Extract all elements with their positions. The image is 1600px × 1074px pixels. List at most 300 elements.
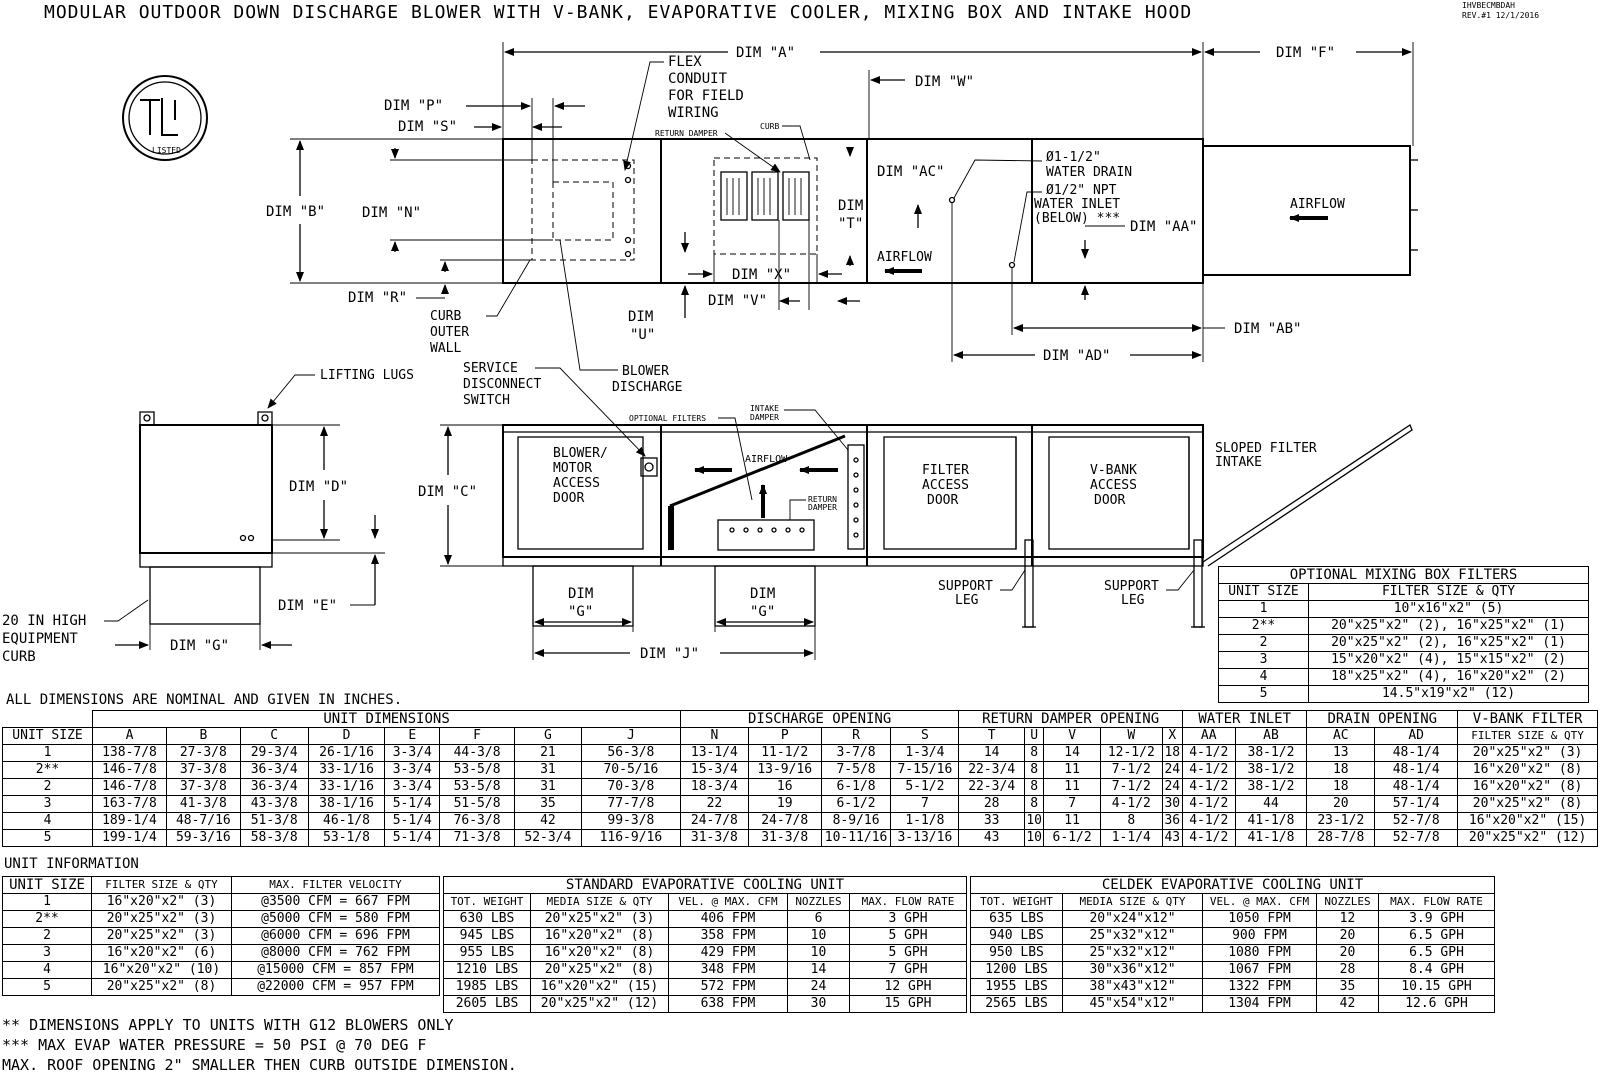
cell: 406 FPM (669, 911, 788, 928)
optional-filters-label: OPTIONAL FILTERS (629, 414, 707, 423)
column-header: AD (1375, 728, 1458, 745)
cell: 12-1/2 (1100, 745, 1162, 762)
table-row (971, 911, 1495, 928)
drain-label-1: Ø1-1/2" (1046, 150, 1101, 165)
cell: 3 (1219, 652, 1309, 669)
cell: 52-7/8 (1375, 830, 1458, 847)
column-header: V (1044, 728, 1101, 745)
cell: 10 (1026, 813, 1043, 828)
group-vbank-filter: V-BANK FILTER (1458, 711, 1598, 728)
curb-20-2: EQUIPMENT (2, 631, 78, 647)
cell: 5-1/4 (385, 813, 440, 830)
cell: 20 (1307, 796, 1375, 813)
table-row (1219, 635, 1589, 652)
dim-r-label: DIM "R" (348, 290, 408, 306)
cell: 33 (959, 813, 1025, 830)
curb-outer-3: WALL (430, 341, 462, 356)
cell: 6-1/2 (821, 796, 891, 813)
blower-discharge-1: BLOWER (622, 364, 669, 379)
cell: 2** (1219, 618, 1309, 635)
cell: 15 GPH (850, 996, 967, 1013)
mixing-box-title: OPTIONAL MIXING BOX FILTERS (1219, 567, 1589, 584)
cell: 8 (1100, 813, 1162, 830)
cell: 572 FPM (669, 979, 788, 996)
cell: 1 (3, 894, 92, 911)
table-row (3, 830, 1598, 847)
cell: 8 (1025, 779, 1044, 796)
cell: 16"x20"x2" (8) (531, 945, 669, 962)
cell: 38-1/2 (1235, 762, 1307, 779)
column-header: FILTER SIZE & QTY (1458, 728, 1598, 745)
column-header: MEDIA SIZE & QTY (1063, 894, 1203, 911)
cell: 3 (3, 796, 93, 813)
dim-x-label: DIM "X" (732, 267, 792, 283)
cell: 138-7/8 (93, 745, 167, 762)
cell: 638 FPM (669, 996, 788, 1013)
cell: 6.5 GPH (1379, 928, 1495, 945)
filter-door-3: DOOR (927, 493, 959, 508)
cell: 2 (3, 928, 92, 945)
cell: 43-3/8 (240, 796, 308, 813)
column-header: C (240, 728, 308, 745)
cell: 20"x25"x2" (2), 16"x25"x2" (1) (1309, 618, 1589, 635)
cell: 20"x25"x2" (3) (531, 911, 669, 928)
table-row (3, 911, 440, 928)
cell: 4-1/2 (1182, 830, 1235, 847)
table-row (3, 962, 440, 979)
support-leg-2-b: LEG (1121, 593, 1145, 608)
dim-g1-label-2: "G" (568, 604, 594, 620)
cell: 1-1/4 (1100, 830, 1162, 847)
cell: 42 (515, 813, 582, 830)
dim-s-label: DIM "S" (398, 119, 458, 135)
cell: 1080 FPM (1203, 945, 1317, 962)
inlet-label-2: WATER INLET (1034, 197, 1121, 212)
intake-damper-label-1: INTAKE (750, 404, 779, 413)
curb-callout: CURB (760, 122, 780, 131)
cell: 3-3/4 (385, 762, 440, 779)
column-header: P (748, 728, 821, 745)
table-row (3, 813, 1598, 830)
cell: 16 (748, 779, 821, 796)
table-row (3, 979, 440, 996)
service-disconnect-1: SERVICE (463, 361, 518, 376)
cell: 18"x25"x2" (4), 16"x20"x2" (2) (1309, 669, 1589, 686)
cell: 27-3/8 (166, 745, 240, 762)
blower-door-4: DOOR (553, 491, 585, 506)
cell: 77-7/8 (581, 796, 680, 813)
cell: 7 GPH (850, 962, 967, 979)
table-row (1219, 618, 1589, 635)
cell: 8-9/16 (821, 813, 891, 830)
cell: 8.4 GPH (1379, 962, 1495, 979)
return-damper-front-1: RETURN (808, 495, 837, 504)
service-disconnect-2: DISCONNECT (463, 377, 542, 392)
table-row (971, 962, 1495, 979)
cell: @3500 CFM = 667 FPM (232, 894, 440, 911)
cell: 51-3/8 (240, 813, 308, 830)
cell: 2 (1219, 635, 1309, 652)
unit-info-title: UNIT INFORMATION (4, 856, 139, 872)
blower-discharge-2: DISCHARGE (612, 380, 683, 395)
cell: 10 (788, 945, 850, 962)
cell: 29-3/4 (240, 745, 308, 762)
dim-j-label: DIM "J" (640, 646, 700, 662)
column-header: NOZZLES (1317, 894, 1379, 911)
cell: 16"x20"x2" (15) (1458, 813, 1598, 830)
cell: 23-1/2 (1307, 813, 1375, 830)
cell: 12.6 GPH (1379, 996, 1495, 1013)
table-row (1219, 652, 1589, 669)
doc-id: IHVBECMBDAH (1462, 1, 1515, 10)
cell: 31-3/8 (681, 830, 749, 847)
flex-conduit-4: WIRING (668, 105, 719, 121)
dim-g1-label-1: DIM (568, 586, 594, 602)
cell: @15000 CFM = 857 FPM (232, 962, 440, 979)
cell: 10.15 GPH (1379, 979, 1495, 996)
cell: 36 (1162, 813, 1182, 830)
cell: 199-1/4 (93, 830, 167, 847)
dim-g2-label-2: "G" (750, 604, 776, 620)
cell: 1 (1219, 601, 1309, 618)
cell: 21 (515, 745, 582, 762)
cell: 41-1/8 (1235, 830, 1307, 847)
cell: 10 (1026, 830, 1043, 845)
cell: 1-3/4 (891, 745, 959, 762)
cell: 4-1/2 (1182, 779, 1235, 796)
cell: 99-3/8 (581, 813, 680, 830)
cell: 5 (3, 830, 93, 847)
cell: 16"x20"x2" (10) (92, 962, 232, 979)
cell: 46-1/8 (308, 813, 385, 830)
column-header: R (821, 728, 891, 745)
dim-c-label: DIM "C" (418, 484, 478, 500)
curb-outer-1: CURB (430, 309, 462, 324)
group-return-damper: RETURN DAMPER OPENING (959, 711, 1183, 728)
table-row (3, 894, 440, 911)
cell: @6000 CFM = 696 FPM (232, 928, 440, 945)
cell: 13-1/4 (681, 745, 749, 762)
cell: 6 (788, 911, 850, 928)
cell: 146-7/8 (93, 779, 167, 796)
cell: 41-3/8 (166, 796, 240, 813)
column-header: G (515, 728, 582, 745)
footnote-2: *** MAX EVAP WATER PRESSURE = 50 PSI @ 70 DEG F (2, 1036, 427, 1054)
cell: 3-7/8 (821, 745, 891, 762)
column-header: VEL. @ MAX. CFM (1203, 894, 1317, 911)
dim-v-label: DIM "V" (708, 293, 768, 309)
intake-damper-label-2: DAMPER (750, 413, 779, 422)
cell: 116-9/16 (581, 830, 680, 847)
cell: 51-5/8 (440, 796, 515, 813)
vbank-door-3: DOOR (1094, 493, 1126, 508)
cell: 28-7/8 (1307, 830, 1375, 847)
table-row (971, 928, 1495, 945)
cell: 52-3/4 (515, 830, 582, 847)
curb-20-1: 20 IN HIGH (2, 613, 87, 629)
cell: 31 (515, 779, 582, 796)
cell: 7 (1044, 796, 1101, 813)
table-row (3, 762, 1598, 779)
cell: 4-1/2 (1100, 796, 1162, 813)
cell: 6-1/8 (821, 779, 891, 796)
unit-info-filter-hdr: FILTER SIZE & QTY (92, 877, 232, 894)
cell: 28 (1317, 962, 1379, 979)
cell: 7-15/16 (891, 762, 959, 779)
cell: 635 LBS (971, 911, 1063, 928)
curb-outer-2: OUTER (430, 325, 470, 340)
cell: 14 (788, 962, 850, 979)
blower-door-2: MOTOR (553, 461, 593, 476)
cell: 26-1/16 (308, 745, 385, 762)
cell: 20"x25"x2" (3) (92, 928, 232, 945)
cell: 1067 FPM (1203, 962, 1317, 979)
dim-g-label: DIM "G" (170, 638, 230, 654)
support-leg-1-b: LEG (955, 593, 979, 608)
cell: 76-3/8 (440, 813, 515, 830)
cell: 20"x25"x2" (8) (531, 962, 669, 979)
cell: 24 (788, 979, 850, 996)
dim-w-label: DIM "W" (915, 74, 975, 90)
column-header: S (891, 728, 959, 745)
cell: 1-1/8 (891, 813, 959, 830)
table-row (3, 796, 1598, 813)
vbank-door-1: V-BANK (1090, 463, 1137, 478)
cell: 22-3/4 (959, 779, 1025, 796)
cell: 35 (1317, 979, 1379, 996)
cell: 33-1/16 (308, 762, 385, 779)
column-header: AC (1307, 728, 1375, 745)
cell: 189-1/4 (93, 813, 167, 830)
cell: 7-5/8 (821, 762, 891, 779)
cell: 22-3/4 (959, 762, 1025, 779)
mixing-box-table (1218, 566, 1589, 703)
cell: 3-3/4 (385, 779, 440, 796)
cell: 900 FPM (1203, 928, 1317, 945)
cell: 6.5 GPH (1379, 945, 1495, 962)
cell: 48-1/4 (1375, 745, 1458, 762)
support-leg-1-a: SUPPORT (938, 579, 993, 594)
cell: 1210 LBS (444, 962, 531, 979)
unit-info-table (2, 876, 440, 996)
flex-conduit-1: FLEX (668, 54, 702, 70)
cell: 5-1/2 (891, 779, 959, 796)
unit-size-header: UNIT SIZE (3, 728, 93, 745)
cell: 945 LBS (444, 928, 531, 945)
cell: 2605 LBS (444, 996, 531, 1013)
cell: 30 (1162, 796, 1182, 813)
cell: 3 GPH (850, 911, 967, 928)
mixing-box-header-unit: UNIT SIZE (1219, 584, 1309, 601)
cell: 19 (748, 796, 821, 813)
cell: 30 (788, 996, 850, 1013)
cell: 1200 LBS (971, 962, 1063, 979)
cell: 44 (1235, 796, 1307, 813)
cell: 16"x20"x2" (3) (92, 894, 232, 911)
table-row (3, 945, 440, 962)
cell: 24-7/8 (681, 813, 749, 830)
cell: 940 LBS (971, 928, 1063, 945)
column-header: D (308, 728, 385, 745)
cell: 25"x32"x12" (1063, 928, 1203, 945)
cell: 1 (3, 745, 93, 762)
cell: 13-9/16 (748, 762, 821, 779)
table-row (3, 779, 1598, 796)
cell: 37-3/8 (166, 779, 240, 796)
celdek-evap-table (970, 876, 1495, 1013)
plan-view (503, 139, 1418, 283)
cell: 358 FPM (669, 928, 788, 945)
cell: 16"x20"x2" (15) (531, 979, 669, 996)
cell: 44-3/8 (440, 745, 515, 762)
cell: 36-3/4 (240, 762, 308, 779)
cell: 15-3/4 (681, 762, 749, 779)
cell: 5-1/4 (385, 796, 440, 813)
table-row (3, 928, 440, 945)
standard-evap-table (443, 876, 967, 1013)
cell: 53-1/8 (308, 830, 385, 847)
cell: 53-5/8 (440, 762, 515, 779)
cell: 42 (1317, 996, 1379, 1013)
cell: 35 (515, 796, 582, 813)
cell: 4-1/2 (1182, 813, 1235, 830)
cell: 16"x20"x2" (8) (1458, 779, 1598, 796)
cell: 8 (1025, 796, 1044, 813)
cell: 7 (891, 796, 959, 813)
service-disconnect-3: SWITCH (463, 393, 510, 408)
cell: 24 (1162, 762, 1182, 779)
dim-d-label: DIM "D" (289, 479, 349, 495)
cell: 4 (3, 813, 93, 830)
cell: 56-3/8 (581, 745, 680, 762)
cell: 12 GPH (850, 979, 967, 996)
etl-listed-logo (123, 76, 207, 160)
cell: 20"x25"x2" (3) (1458, 745, 1598, 762)
return-damper-callout: RETURN DAMPER (655, 129, 718, 138)
cell: 31 (515, 762, 582, 779)
cell: 2 (3, 779, 93, 796)
cell: 53-5/8 (440, 779, 515, 796)
cell: 163-7/8 (93, 796, 167, 813)
cell: 1050 FPM (1203, 911, 1317, 928)
cell: 31-3/8 (748, 830, 821, 847)
cell: 2** (3, 911, 92, 928)
cell: 20"x25"x2" (8) (1458, 796, 1598, 813)
curb-20-3: CURB (2, 649, 36, 665)
dimensions-note: ALL DIMENSIONS ARE NOMINAL AND GIVEN IN INCHES. (6, 692, 403, 708)
column-header: X (1162, 728, 1182, 745)
cell: 6-1/2 (1044, 830, 1101, 847)
cell: 18-3/4 (681, 779, 749, 796)
cell: 38-1/2 (1235, 779, 1307, 796)
dimension-table (2, 710, 1598, 847)
column-header: MEDIA SIZE & QTY (531, 894, 669, 911)
plan-callouts (430, 54, 1345, 395)
cell: 38-1/16 (308, 796, 385, 813)
cell: 3-13/16 (891, 830, 959, 847)
cell: 3.9 GPH (1379, 911, 1495, 928)
revision: REV.#1 12/1/2016 (1462, 11, 1540, 20)
column-header: F (440, 728, 515, 745)
dim-t-label-1: DIM (838, 198, 864, 214)
table-row (1219, 686, 1589, 703)
cell: 4-1/2 (1182, 796, 1235, 813)
cell: 5-1/4 (385, 830, 440, 847)
dim-ad-label: DIM "AD" (1043, 348, 1111, 364)
column-header: U (1025, 728, 1044, 745)
cell: 59-3/16 (166, 830, 240, 847)
cell: 5 (1219, 686, 1309, 703)
cell: 20"x25"x2" (12) (1458, 830, 1598, 847)
cell: 38-1/2 (1235, 745, 1307, 762)
table-row (971, 945, 1495, 962)
cell: 2** (3, 762, 93, 779)
column-header: A (93, 728, 167, 745)
cell: 3 (3, 945, 92, 962)
cell: 14 (1044, 745, 1101, 762)
cell: 22 (681, 796, 749, 813)
support-leg-2-a: SUPPORT (1104, 579, 1159, 594)
cell: 11-1/2 (748, 745, 821, 762)
lifting-lugs-label: LIFTING LUGS (320, 368, 414, 383)
cell: 10-11/16 (821, 830, 891, 847)
cell: 37-3/8 (166, 762, 240, 779)
column-header: B (166, 728, 240, 745)
table-row (444, 945, 967, 962)
cell: 20"x25"x2" (3) (92, 911, 232, 928)
cell: 24 (1162, 779, 1182, 796)
cell: 1955 LBS (971, 979, 1063, 996)
dim-aa-label: DIM "AA" (1130, 219, 1198, 235)
footnote-1: ** DIMENSIONS APPLY TO UNITS WITH G12 BLOWERS ONLY (2, 1016, 454, 1034)
cell: 58-3/8 (240, 830, 308, 847)
footnote-3: MAX. ROOF OPENING 2" SMALLER THEN CURB OUTSIDE DIMENSION. (2, 1056, 517, 1074)
table-row (971, 979, 1495, 996)
column-header: TOT. WEIGHT (971, 894, 1063, 911)
cell: 14 (959, 745, 1025, 762)
airflow-label-front: AIRFLOW (745, 454, 788, 465)
cell: 4-1/2 (1182, 745, 1235, 762)
table-row (444, 996, 967, 1013)
group-unit-dimensions: UNIT DIMENSIONS (93, 711, 681, 728)
return-damper-front-2: DAMPER (808, 503, 837, 512)
blower-door-1: BLOWER/ (553, 446, 608, 461)
cell: 10"x16"x2" (5) (1309, 601, 1589, 618)
cell: 43 (1162, 830, 1182, 847)
blank-corner (3, 711, 93, 728)
table-row (444, 962, 967, 979)
cell: 52-7/8 (1375, 813, 1458, 830)
cell: 36-3/4 (240, 779, 308, 796)
table-row (444, 928, 967, 945)
sloped-filter-2: INTAKE (1215, 455, 1262, 470)
cell: 630 LBS (444, 911, 531, 928)
table-row (971, 996, 1495, 1013)
cell: 5 (3, 979, 92, 996)
flex-conduit-3: FOR FIELD (668, 88, 744, 104)
cell: 70-5/16 (581, 762, 680, 779)
sloped-filter-1: SLOPED FILTER (1215, 441, 1317, 456)
dim-ab-label: DIM "AB" (1234, 321, 1302, 337)
column-header: E (385, 728, 440, 745)
cell: 146-7/8 (93, 762, 167, 779)
cell: 4-1/2 (1182, 762, 1235, 779)
cell: 20 (1317, 928, 1379, 945)
cell: 15"x20"x2" (4), 15"x15"x2" (2) (1309, 652, 1589, 669)
cell: 11 (1044, 779, 1101, 796)
column-header: MAX. FLOW RATE (1379, 894, 1495, 911)
cell: 16"x20"x2" (6) (92, 945, 232, 962)
